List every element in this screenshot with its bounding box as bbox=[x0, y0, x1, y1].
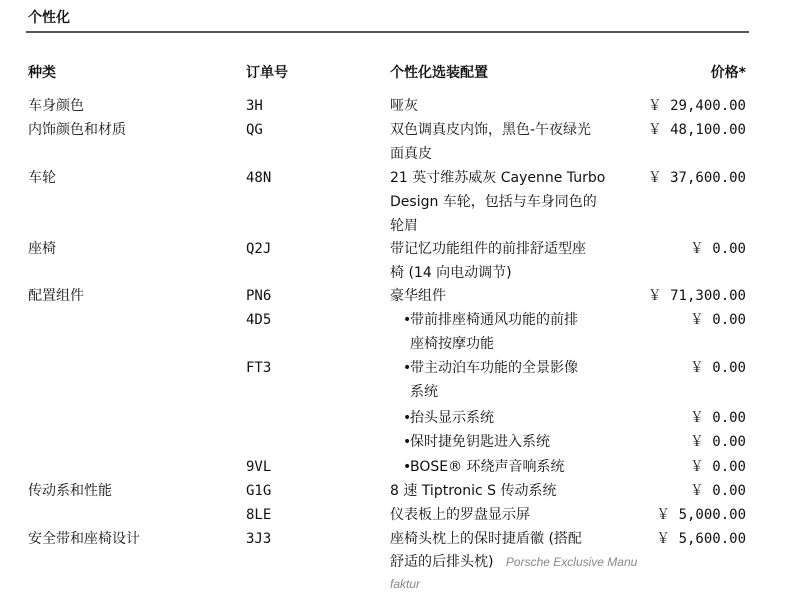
row-code: Q2J bbox=[246, 241, 272, 257]
row-price: ￥ 0.00 bbox=[689, 459, 746, 475]
sub-item-description bbox=[403, 356, 638, 404]
desc-line: 轮眉 bbox=[390, 218, 418, 234]
row-description bbox=[390, 527, 638, 595]
row-category: 安全带和座椅设计 bbox=[28, 531, 140, 547]
row-price: ￥ 71,300.00 bbox=[647, 288, 746, 304]
bullet-icon: • bbox=[403, 459, 412, 475]
desc-line: 面真皮 bbox=[390, 146, 432, 162]
bullet-icon: • bbox=[403, 312, 412, 328]
desc-line: 抬头显示系统 bbox=[410, 410, 494, 426]
bullet-icon: • bbox=[403, 360, 412, 376]
sub-item-description bbox=[403, 455, 638, 479]
row-description bbox=[390, 166, 638, 238]
desc-line: 带前排座椅通风功能的前排 bbox=[410, 312, 578, 328]
desc-line: 椅 (14 向电动调节) bbox=[390, 265, 512, 281]
row-category: 内饰颜色和材质 bbox=[28, 122, 126, 138]
row-price: ￥ 5,000.00 bbox=[656, 507, 746, 523]
row-code: 3H bbox=[246, 98, 263, 114]
row-code: QG bbox=[246, 122, 263, 138]
row-price: ￥ 5,600.00 bbox=[656, 531, 746, 547]
row-code: 8LE bbox=[246, 507, 272, 523]
desc-line: BOSE® 环绕声音响系统 bbox=[410, 459, 565, 475]
desc-line: 哑灰 bbox=[390, 98, 418, 114]
bullet-icon: • bbox=[403, 410, 412, 426]
row-price: ￥ 0.00 bbox=[689, 410, 746, 426]
row-price: ￥ 0.00 bbox=[689, 434, 746, 450]
sub-item-description bbox=[403, 308, 638, 356]
row-description bbox=[390, 94, 638, 118]
desc-line: 豪华组件 bbox=[390, 288, 446, 304]
header-order-no: 订单号 bbox=[246, 65, 288, 81]
desc-line: 系统 bbox=[410, 384, 438, 400]
row-category: 车轮 bbox=[28, 170, 56, 186]
row-code: PN6 bbox=[246, 288, 272, 304]
desc-text: 舒适的后排头枕) bbox=[390, 554, 494, 570]
desc-line: 带主动泊车功能的全景影像 bbox=[410, 360, 578, 376]
header-option: 个性化选装配置 bbox=[390, 65, 488, 81]
row-price: ￥ 0.00 bbox=[689, 312, 746, 328]
row-price: ￥ 0.00 bbox=[689, 360, 746, 376]
desc-line: 保时捷免钥匙进入系统 bbox=[410, 434, 550, 450]
row-price: ￥ 48,100.00 bbox=[647, 122, 746, 138]
row-category: 传动系和性能 bbox=[28, 483, 112, 499]
row-code: 3J3 bbox=[246, 531, 272, 547]
desc-line: 带记忆功能组件的前排舒适型座 bbox=[390, 241, 586, 257]
title-divider bbox=[26, 31, 749, 33]
row-description: 仪表板上的罗盘显示屏 bbox=[390, 507, 530, 523]
row-description bbox=[390, 237, 638, 285]
row-price: ￥ 0.00 bbox=[689, 241, 746, 257]
section-title: 个性化 bbox=[28, 10, 70, 26]
manufaktur-note: Porsche Exclusive Manufaktur bbox=[390, 555, 638, 591]
row-description bbox=[390, 284, 638, 308]
row-price: ￥ 37,600.00 bbox=[647, 170, 746, 186]
row-code: FT3 bbox=[246, 360, 272, 376]
row-category: 座椅 bbox=[28, 241, 56, 257]
desc-line: Design 车轮，包括与车身同色的 bbox=[390, 194, 597, 210]
row-price: ￥ 29,400.00 bbox=[647, 98, 746, 114]
row-category: 车身颜色 bbox=[28, 98, 84, 114]
desc-line: 座椅头枕上的保时捷盾徽 (搭配 bbox=[390, 531, 582, 547]
header-category: 种类 bbox=[28, 65, 56, 81]
row-description: 8 速 Tiptronic S 传动系统 bbox=[390, 483, 557, 499]
row-price: ￥ 0.00 bbox=[689, 483, 746, 499]
row-code: 4D5 bbox=[246, 312, 272, 328]
desc-line: 双色调真皮内饰，黑色-午夜绿光 bbox=[390, 122, 592, 138]
row-code: G1G bbox=[246, 483, 272, 499]
bullet-icon: • bbox=[403, 434, 412, 450]
desc-line: 21 英寸维苏威灰 Cayenne Turbo bbox=[390, 170, 606, 186]
row-code: 9VL bbox=[246, 459, 272, 475]
header-price: 价格* bbox=[710, 65, 746, 81]
sub-item-description bbox=[403, 406, 638, 430]
row-category: 配置组件 bbox=[28, 288, 84, 304]
row-code: 48N bbox=[246, 170, 272, 186]
row-description bbox=[390, 118, 638, 166]
sub-item-description bbox=[403, 430, 638, 454]
desc-line: 座椅按摩功能 bbox=[410, 336, 494, 352]
desc-line bbox=[390, 551, 638, 595]
